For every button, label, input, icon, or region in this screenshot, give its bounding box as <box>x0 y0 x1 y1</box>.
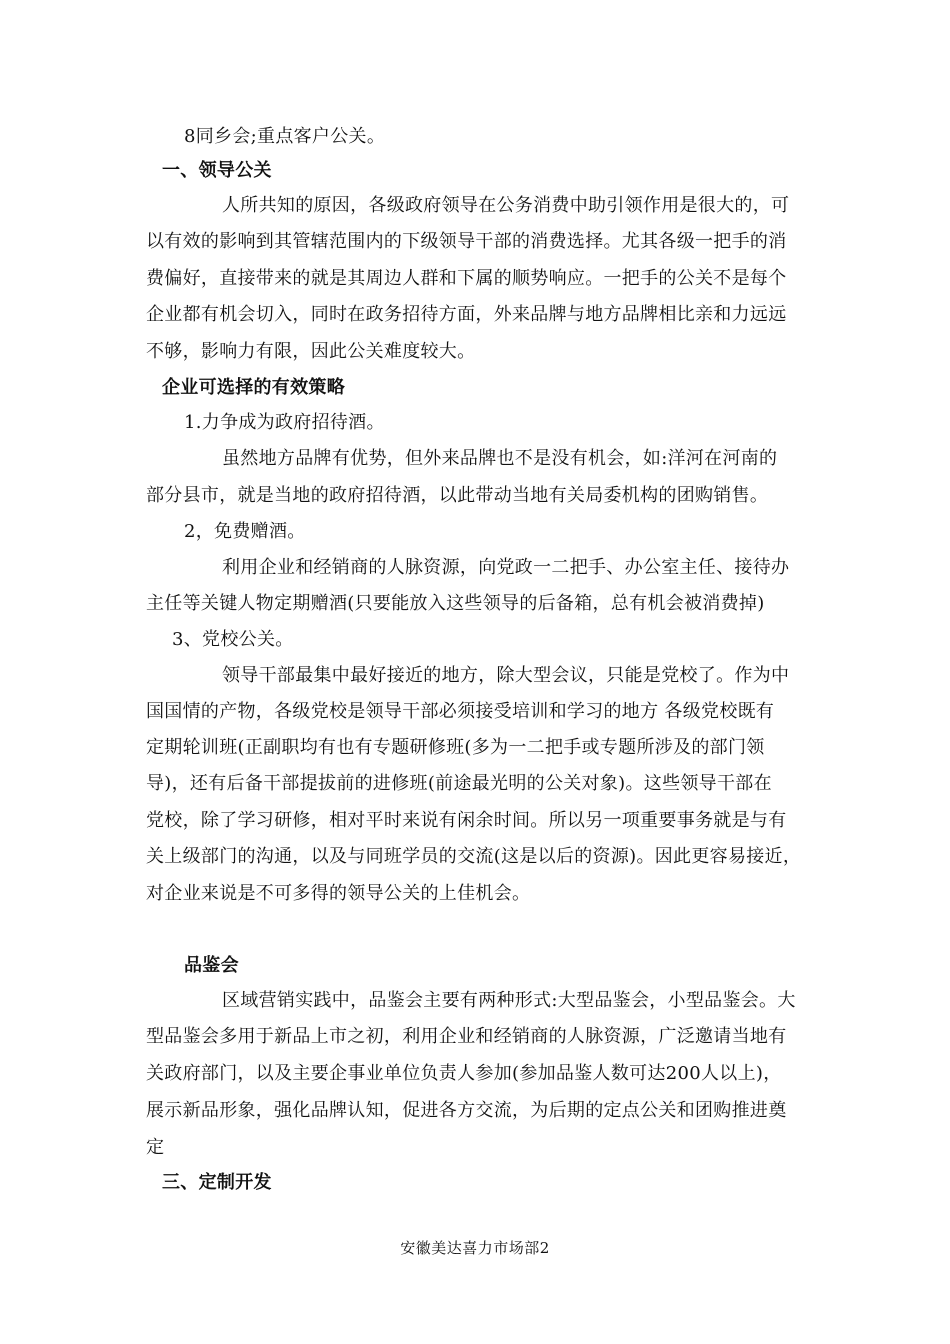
paragraph-line: 区域营销实践中，品鉴会主要有两种形式:大型品鉴会，小型品鉴会。大 <box>222 990 796 1011</box>
paragraph-line: 国国情的产物，各级党校是领导干部必须接受培训和学习的地方 各级党校既有 <box>146 701 775 722</box>
paragraph-line: 部分县市，就是当地的政府招待酒，以此带动当地有关局委机构的团购销售。 <box>146 485 769 506</box>
item1-title: 1.力争成为政府招待酒。 <box>184 412 385 433</box>
item2-title: 2，免费赠酒。 <box>184 521 306 542</box>
paragraph-line: 费偏好，直接带来的就是其周边人群和下属的顺势响应。一把手的公关不是每个 <box>146 268 787 289</box>
paragraph-line: 关上级部门的沟通，以及与同班学员的交流(这是以后的资源)。因此更容易接近， <box>146 846 802 867</box>
paragraph-line: 虽然地方品牌有优势，但外来品牌也不是没有机会，如:洋河在河南的 <box>222 448 778 469</box>
paragraph-line: 企业都有机会切入，同时在政务招待方面，外来品牌与地方品牌相比亲和力远远 <box>146 304 787 325</box>
page-footer: 安徽美达喜力市场部2 <box>400 1239 550 1257</box>
section1-heading: 一、领导公关 <box>162 160 272 181</box>
paragraph-line: 对企业来说是不可多得的领导公关的上佳机会。 <box>146 883 531 904</box>
paragraph-line: 党校，除了学习研修，相对平时来说有闲余时间。所以另一项重要事务就是与有 <box>146 810 787 831</box>
paragraph-line: 人所共知的原因，各级政府领导在公务消费中助引领作用是很大的，可 <box>222 195 790 216</box>
paragraph-line: 导)，还有后备干部提拔前的进修班(前途最光明的公关对象)。这些领导干部在 <box>146 773 772 794</box>
paragraph-line: 展示新品形象，强化品牌认知，促进各方交流，为后期的定点公关和团购推进奠 <box>146 1100 787 1121</box>
paragraph-line: 型品鉴会多用于新品上市之初，利用企业和经销商的人脉资源，广泛邀请当地有 <box>146 1026 787 1047</box>
paragraph-line: 定 <box>146 1137 165 1158</box>
paragraph-line: 利用企业和经销商的人脉资源，向党政一二把手、办公室主任、接待办 <box>222 557 790 578</box>
section3-heading: 三、定制开发 <box>162 1172 272 1193</box>
strategy-heading: 企业可选择的有效策略 <box>162 377 345 398</box>
intro-line: 8同乡会;重点客户公关。 <box>184 126 386 147</box>
paragraph-line: 关政府部门，以及主要企事业单位负责人参加(参加品鉴人数可达200人以上)， <box>146 1063 782 1084</box>
paragraph-line: 以有效的影响到其管辖范围内的下级领导干部的消费选择。尤其各级一把手的消 <box>146 231 787 252</box>
tasting-heading: 品鉴会 <box>184 955 239 976</box>
paragraph-line: 领导干部最集中最好接近的地方，除大型会议，只能是党校了。作为中 <box>222 665 790 686</box>
item3-title: 3、党校公关。 <box>172 629 294 650</box>
paragraph-line: 主任等关键人物定期赠酒(只要能放入这些领导的后备箱，总有机会被消费掉) <box>146 593 765 614</box>
paragraph-line: 定期轮训班(正副职均有也有专题研修班(多为一二把手或专题所涉及的部门领 <box>146 737 765 758</box>
paragraph-line: 不够，影响力有限，因此公关难度较大。 <box>146 341 476 362</box>
